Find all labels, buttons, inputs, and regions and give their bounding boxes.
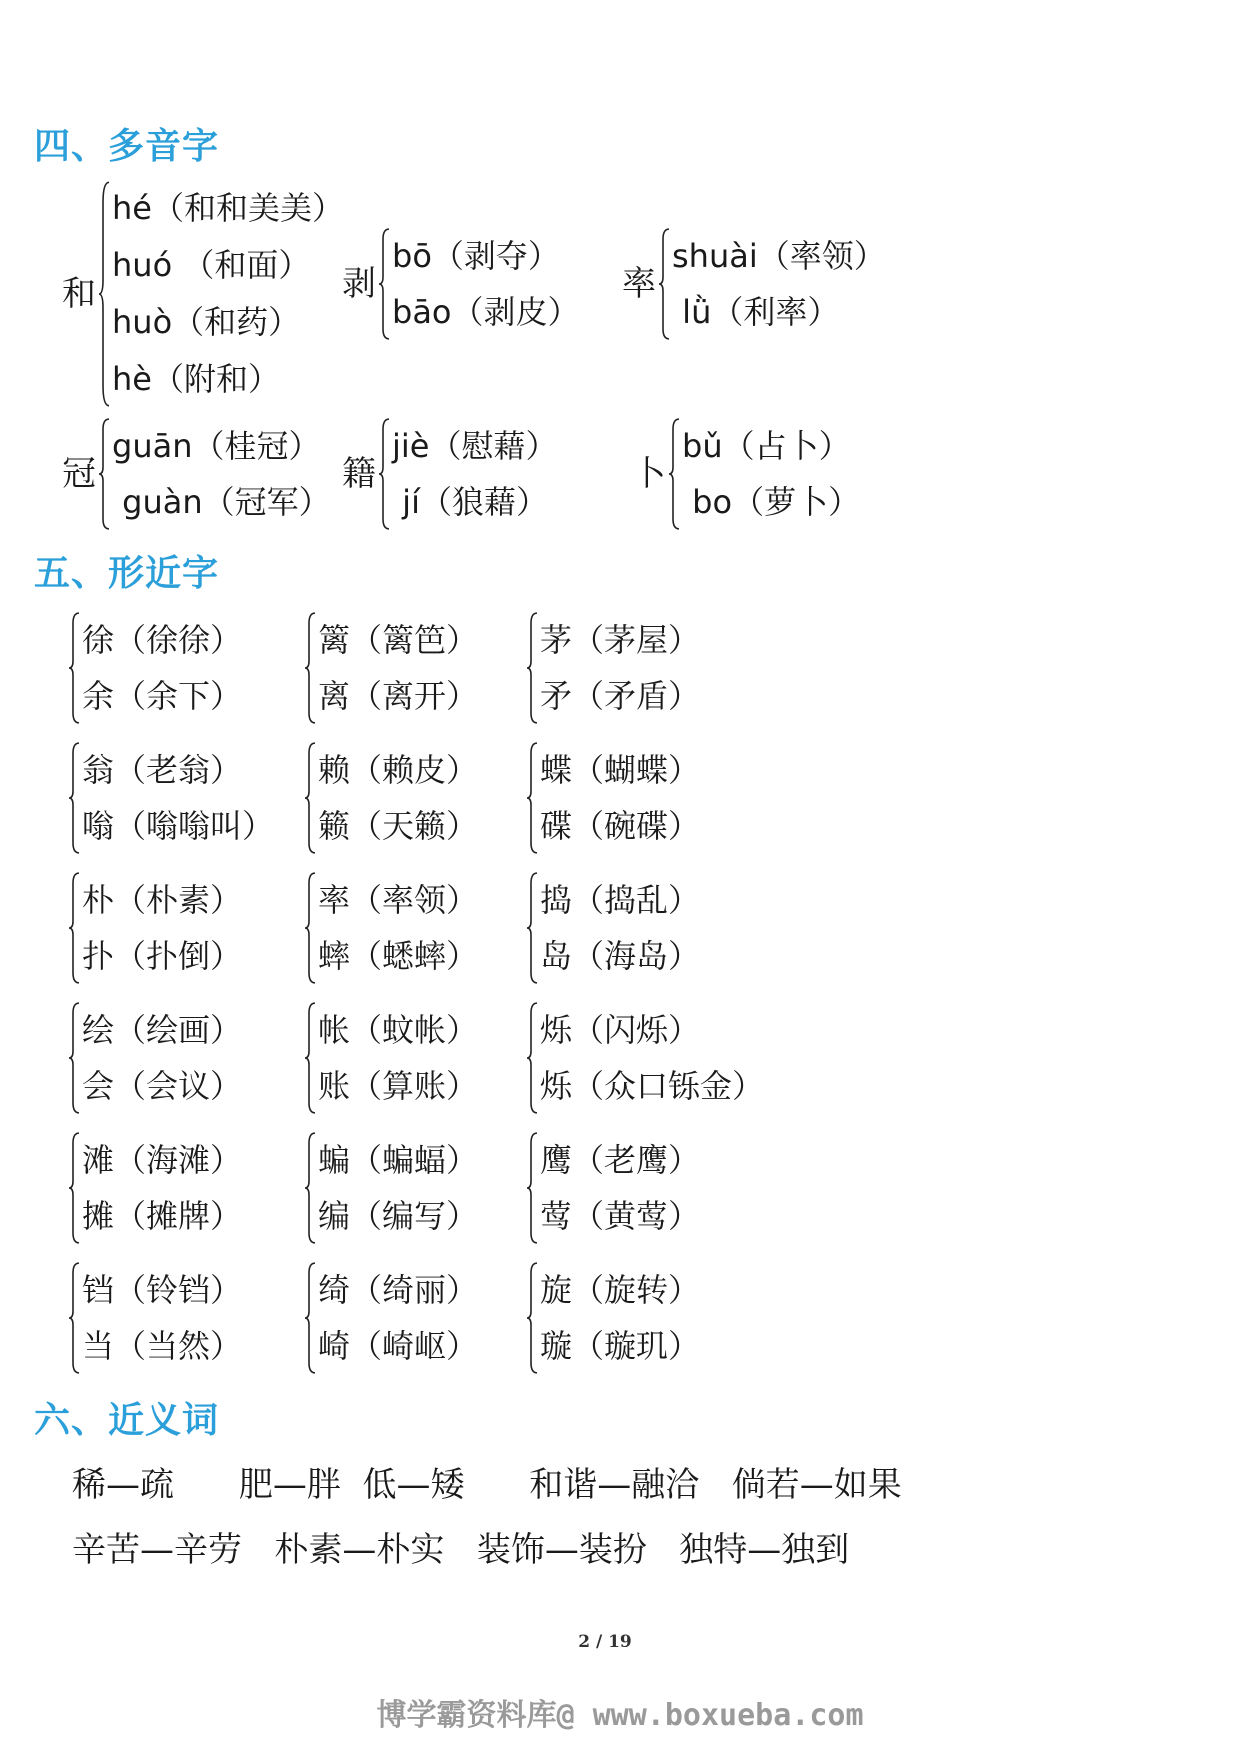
similar-pair: [304, 1002, 478, 1114]
similar-line: 蝶（蝴蝶）: [540, 751, 701, 789]
section-title-synonyms: 六、近义词: [34, 1400, 220, 1441]
polyphone-readings: [392, 418, 557, 530]
brace-icon: [68, 1132, 80, 1244]
brace-icon: [304, 872, 316, 984]
similar-line: 烁（众口铄金）: [540, 1067, 765, 1105]
brace-icon: [526, 1132, 538, 1244]
reading-line: bo（萝卜）: [682, 483, 861, 521]
reading-line: guàn（冠军）: [112, 483, 331, 521]
similar-pair-lines: [318, 1262, 478, 1374]
similar-pair: [304, 1132, 478, 1244]
similar-pair-lines: [540, 872, 700, 984]
polyphone-group-bu: [632, 418, 860, 530]
similar-pair-lines: [82, 742, 274, 854]
similar-line: 摊（摊牌）: [82, 1197, 243, 1235]
synonym-row: 稀—疏 肥—胖 低—矮 和谐—融洽 倘若—如果: [72, 1465, 902, 1505]
similar-line: 矛（矛盾）: [540, 677, 701, 715]
similar-line: 蝙（蝙蝠）: [318, 1141, 479, 1179]
reading-line: bǔ（占卜）: [682, 427, 851, 465]
similar-pair-lines: [318, 1002, 478, 1114]
similar-line: 扑（扑倒）: [82, 937, 243, 975]
similar-line: 岛（海岛）: [540, 937, 701, 975]
brace-icon: [304, 742, 316, 854]
similar-pair: [526, 742, 700, 854]
similar-pair-lines: [540, 1262, 700, 1374]
similar-line: 帐（蚊帐）: [318, 1011, 479, 1049]
similar-line: 赖（赖皮）: [318, 751, 479, 789]
brace-icon: [378, 418, 390, 530]
similar-pair: [68, 612, 242, 724]
brace-icon: [658, 228, 670, 340]
similar-pair-lines: [318, 1132, 478, 1244]
similar-pair: [68, 1132, 242, 1244]
brace-icon: [526, 1002, 538, 1114]
similar-line: 崎（崎岖）: [318, 1327, 479, 1365]
polyphone-char: 和: [62, 274, 96, 314]
reading-line: bō（剥夺）: [392, 237, 560, 275]
similar-line: 朴（朴素）: [82, 881, 243, 919]
brace-icon: [68, 742, 80, 854]
brace-icon: [526, 612, 538, 724]
similar-line: 莺（黄莺）: [540, 1197, 701, 1235]
section-title-similar: 五、形近字: [34, 553, 220, 594]
reading-line: lǜ（利率）: [672, 293, 840, 331]
similar-pair: [304, 1262, 478, 1374]
polyphone-group-bo: [342, 228, 580, 340]
polyphone-readings: [392, 228, 580, 340]
reading-line: huó （和面）: [112, 246, 311, 284]
polyphone-readings: [672, 228, 886, 340]
similar-line: 余（余下）: [82, 677, 243, 715]
similar-line: 率（率领）: [318, 881, 479, 919]
brace-icon: [304, 1262, 316, 1374]
similar-line: 籁（天籁）: [318, 807, 479, 845]
section-title-polyphone: 四、多音字: [34, 126, 220, 167]
page-number: 2 / 19: [578, 1632, 632, 1652]
brace-icon: [98, 418, 110, 530]
similar-line: 绮（绮丽）: [318, 1271, 479, 1309]
similar-pair-lines: [540, 612, 700, 724]
brace-icon: [98, 180, 110, 408]
similar-pair-lines: [82, 872, 242, 984]
similar-line: 会（会议）: [82, 1067, 243, 1105]
similar-pair: [526, 872, 700, 984]
watermark: 博学霸资料库@ www.boxueba.com: [376, 1698, 864, 1733]
similar-pair-lines: [540, 742, 700, 854]
similar-pair: [68, 1002, 242, 1114]
similar-line: 烁（闪烁）: [540, 1011, 701, 1049]
similar-line: 鹰（老鹰）: [540, 1141, 701, 1179]
polyphone-char: 卜: [632, 454, 666, 494]
polyphone-readings: [112, 418, 331, 530]
brace-icon: [68, 1262, 80, 1374]
similar-line: 徐（徐徐）: [82, 621, 243, 659]
synonym-row: 辛苦—辛劳 朴素—朴实 装饰—装扮 独特—独到: [72, 1530, 850, 1570]
polyphone-group-guan: [62, 418, 331, 530]
similar-pair: [526, 1132, 700, 1244]
similar-pair: [68, 742, 274, 854]
similar-pair-lines: [318, 612, 478, 724]
reading-line: jí（狼藉）: [392, 483, 548, 521]
brace-icon: [304, 612, 316, 724]
similar-line: 捣（捣乱）: [540, 881, 701, 919]
similar-line: 碟（碗碟）: [540, 807, 701, 845]
similar-line: 当（当然）: [82, 1327, 243, 1365]
reading-line: hè（附和）: [112, 360, 280, 398]
brace-icon: [378, 228, 390, 340]
similar-pair-lines: [82, 1132, 242, 1244]
brace-icon: [304, 1132, 316, 1244]
similar-line: 编（编写）: [318, 1197, 479, 1235]
brace-icon: [668, 418, 680, 530]
similar-pair-lines: [540, 1002, 764, 1114]
similar-pair: [68, 1262, 242, 1374]
polyphone-group-ji: [342, 418, 557, 530]
similar-pair-lines: [540, 1132, 700, 1244]
similar-pair: [304, 872, 478, 984]
polyphone-char: 剥: [342, 264, 376, 304]
brace-icon: [68, 1002, 80, 1114]
similar-pair-lines: [318, 872, 478, 984]
similar-pair-lines: [82, 1002, 242, 1114]
reading-line: hé（和和美美）: [112, 189, 344, 227]
similar-pair-lines: [82, 1262, 242, 1374]
brace-icon: [526, 742, 538, 854]
brace-icon: [526, 872, 538, 984]
similar-line: 旋（旋转）: [540, 1271, 701, 1309]
polyphone-readings: [112, 180, 344, 408]
reading-line: jiè（慰藉）: [392, 427, 558, 465]
reading-line: huò（和药）: [112, 303, 301, 341]
reading-line: guān（桂冠）: [112, 427, 321, 465]
similar-line: 账（算账）: [318, 1067, 479, 1105]
similar-line: 滩（海滩）: [82, 1141, 243, 1179]
brace-icon: [68, 612, 80, 724]
similar-line: 篱（篱笆）: [318, 621, 479, 659]
similar-pair: [526, 1002, 764, 1114]
similar-pair: [304, 742, 478, 854]
similar-line: 绘（绘画）: [82, 1011, 243, 1049]
brace-icon: [68, 872, 80, 984]
similar-line: 蟀（蟋蟀）: [318, 937, 479, 975]
polyphone-char: 籍: [342, 454, 376, 494]
similar-line: 璇（璇玑）: [540, 1327, 701, 1365]
reading-line: bāo（剥皮）: [392, 293, 580, 331]
similar-pair: [526, 1262, 700, 1374]
polyphone-char: 率: [622, 264, 656, 304]
similar-pair-lines: [82, 612, 242, 724]
polyphone-char: 冠: [62, 454, 96, 494]
polyphone-readings: [682, 418, 860, 530]
similar-line: 铛（铃铛）: [82, 1271, 243, 1309]
polyphone-group-shuai: [622, 228, 886, 340]
similar-pair-lines: [318, 742, 478, 854]
similar-line: 翁（老翁）: [82, 751, 243, 789]
brace-icon: [526, 1262, 538, 1374]
similar-pair: [526, 612, 700, 724]
brace-icon: [304, 1002, 316, 1114]
reading-line: shuài（率领）: [672, 237, 886, 275]
similar-pair: [68, 872, 242, 984]
similar-line: 离（离开）: [318, 677, 479, 715]
similar-line: 嗡（嗡嗡叫）: [82, 807, 275, 845]
polyphone-group-he: [62, 180, 344, 408]
similar-pair: [304, 612, 478, 724]
similar-line: 茅（茅屋）: [540, 621, 701, 659]
